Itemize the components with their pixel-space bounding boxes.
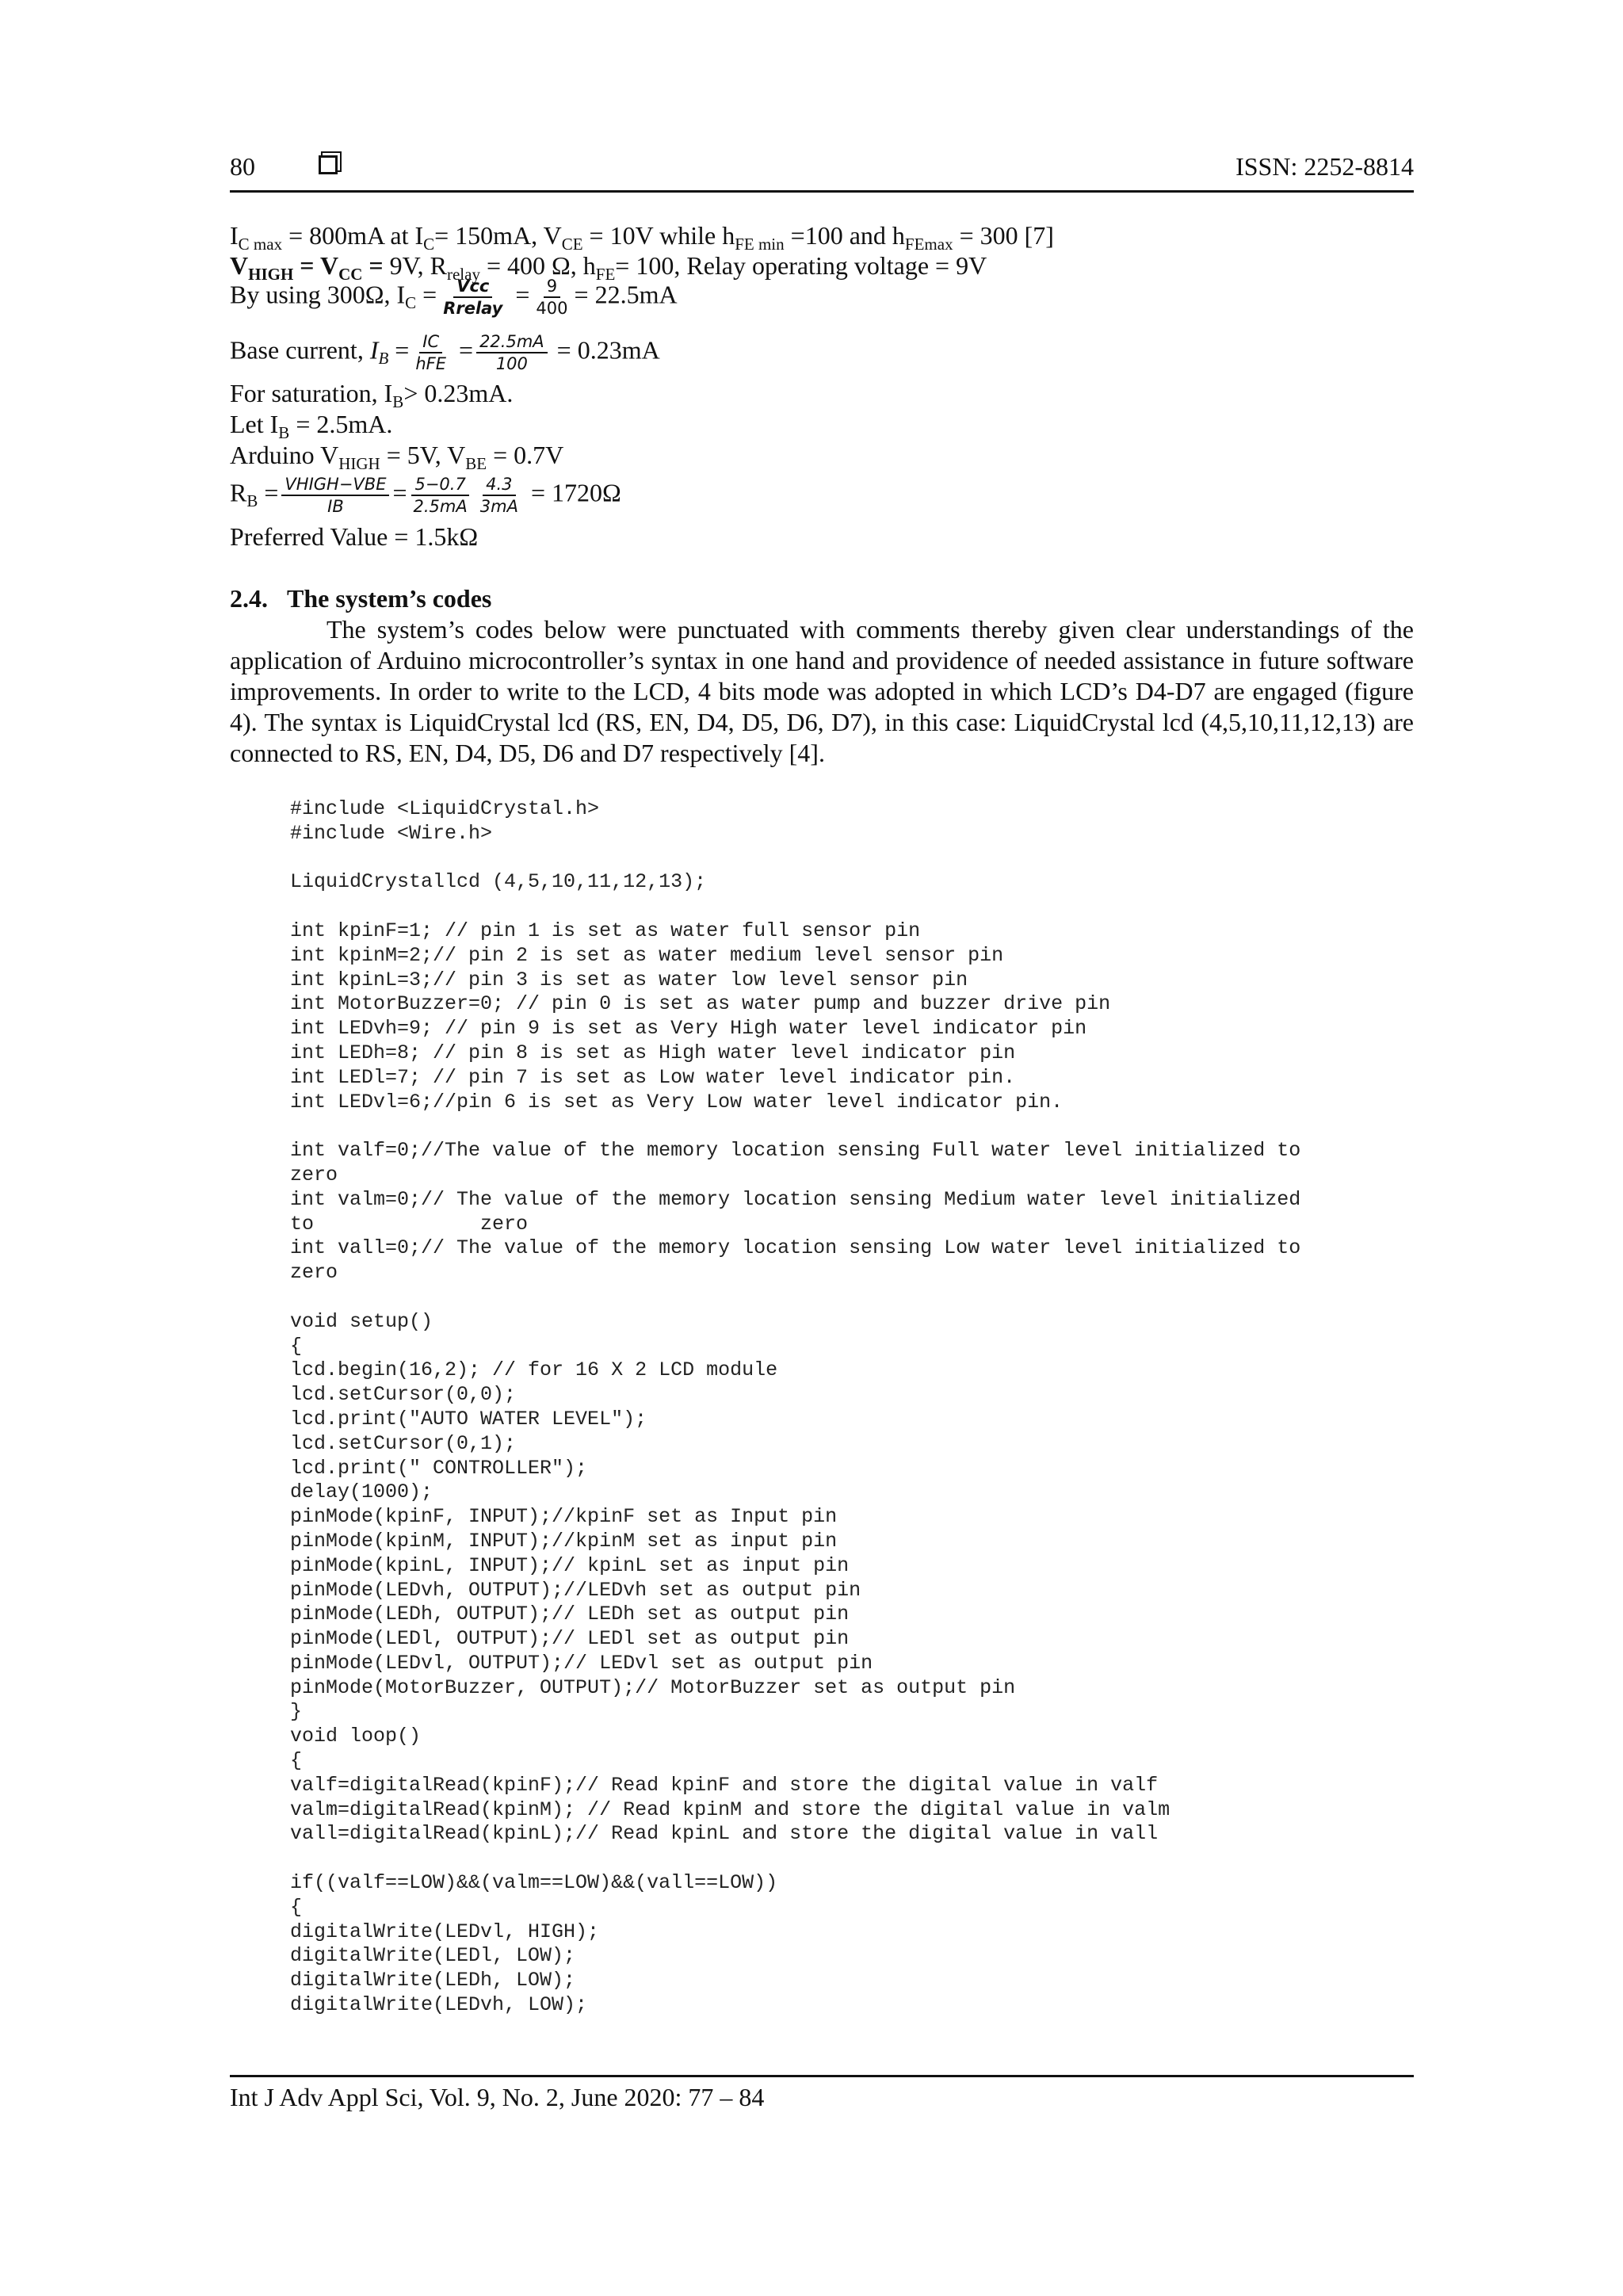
page-number: 80	[230, 152, 255, 181]
formula-line-2: $V_{HIGH} = V_{CC} = 9V$, $R_{relay} = 400$ Ω, $h_{FE}= 100$, Relay operating voltage = 9V	[230, 251, 987, 284]
code-line: {	[290, 1334, 303, 1358]
code-line: zero	[290, 1163, 338, 1186]
code-line: {	[290, 1895, 303, 1919]
footer-rule	[230, 2075, 1414, 2077]
code-line: digitalWrite(LEDvh, LOW);	[290, 1993, 588, 2017]
paragraph-text: The system’s codes below were punctuated with comments thereby given clear understandings of the application of Arduino microcontroller’s syntax in one hand and providence of needed assistance in future software improvements. In order to write to the LCD, 4 bits mode was adopted in which LCD’s D4-D7 are engaged (figure 4). The syntax is LiquidCrystal lcd (RS, EN, D4, D5, D6, D7), in this case: LiquidCrystal lcd (4,5,10,11,12,13) are connected to RS, EN, D4, D5, D6 and D7 respectively [4].	[230, 615, 1414, 767]
code-line: vall=digitalRead(kpinL);// Read kpinL and store the digital value in vall	[290, 1822, 1159, 1846]
code-line: if((valf==LOW)&&(valm==LOW)&&(vall==LOW))	[290, 1871, 778, 1895]
code-line: pinMode(LEDvh, OUTPUT);//LEDvh set as output pin	[290, 1578, 861, 1602]
code-line: pinMode(MotorBuzzer, OUTPUT);// MotorBuzzer set as output pin	[290, 1675, 1016, 1699]
code-line: void loop()	[290, 1725, 422, 1748]
code-line	[290, 1114, 1407, 1139]
code-line: int kpinL=3;// pin 3 is set as water low level sensor pin	[290, 968, 968, 991]
code-line: delay(1000);	[290, 1480, 433, 1504]
code-line: lcd.begin(16,2); // for 16 X 2 LCD module	[290, 1358, 778, 1382]
code-line: lcd.setCursor(0,0);	[290, 1383, 517, 1407]
code-line: pinMode(kpinM, INPUT);//kpinM set as input pin	[290, 1529, 838, 1553]
code-line: pinMode(kpinF, INPUT);//kpinF set as Input pin	[290, 1505, 838, 1529]
code-line: valm=digitalRead(kpinM); // Read kpinM and store the digital value in valm	[290, 1797, 1170, 1821]
code-line: }	[290, 1700, 303, 1724]
code-line: int valm=0;// The value of the memory location sensing Medium water level initialized	[290, 1187, 1301, 1211]
fraction-vcc-rrelay: $\frac{\text{Vcc}}{\text{Rrelay}}$	[443, 277, 503, 318]
code-line: int LEDh=8; // pin 8 is set as High water level indicator pin	[290, 1041, 1016, 1064]
formula-line-3: By using 300Ω, $I_C$ = $\frac{\text{Vcc}}{\text{Rrelay}}$ = $\frac{9}{400}$ = 22.5mA	[230, 277, 678, 318]
code-line: int kpinF=1; // pin 1 is set as water full sensor pin	[290, 919, 921, 942]
code-line: pinMode(LEDl, OUTPUT);// LEDl set as output pin	[290, 1627, 850, 1651]
code-line: pinMode(LEDvl, OUTPUT);// LEDvl set as output pin	[290, 1651, 873, 1675]
code-line	[290, 1286, 1407, 1310]
code-line: #include <LiquidCrystal.h>	[290, 797, 600, 820]
formula-line-1: $I_{C max} = 800mA$ at $I_C= 150mA$, $V_{CE} = 10V$ while $h_{FE min} =100$ and $h_{FEmax} = 300$ [7]	[230, 221, 1054, 254]
formula-line-4: Base current, $I_B$ = $\frac{IC}{\text{hFE}}$ = $\frac{22.5mA}{100}$ = 0.23mA	[230, 332, 660, 373]
code-line	[290, 895, 1407, 919]
page-header	[230, 151, 1414, 190]
code-line: to zero	[290, 1212, 529, 1236]
code-line: pinMode(LEDh, OUTPUT);// LEDh set as output pin	[290, 1603, 850, 1626]
code-line: #include <Wire.h>	[290, 821, 493, 845]
code-line: lcd.print(" CONTROLLER");	[290, 1456, 588, 1480]
header-rule	[230, 190, 1414, 193]
code-line: int valf=0;//The value of the memory location sensing Full water level initialized to	[290, 1139, 1301, 1163]
code-line: pinMode(kpinL, INPUT);// kpinL set as input pin	[290, 1553, 850, 1577]
formula-line-6: Let $I_B = 2.5mA$.	[230, 410, 393, 442]
formula-line-7: Arduino $V_{HIGH} = 5V$, $V_{BE} = 0.7V$	[230, 441, 564, 473]
code-line: lcd.setCursor(0,1);	[290, 1431, 517, 1455]
section-heading	[230, 584, 491, 613]
body-paragraph	[230, 614, 1414, 769]
code-line	[290, 846, 1407, 871]
code-line: int MotorBuzzer=0; // pin 0 is set as water pump and buzzer drive pin	[290, 992, 1111, 1016]
issn: ISSN: 2252-8814	[1235, 152, 1414, 181]
code-line: int kpinM=2;// pin 2 is set as water medium level sensor pin	[290, 943, 1004, 967]
code-line: digitalWrite(LEDl, LOW);	[290, 1944, 576, 1968]
code-line: lcd.print("AUTO WATER LEVEL");	[290, 1407, 647, 1431]
section-title: The system’s codes	[287, 584, 492, 613]
code-line: int LEDvl=6;//pin 6 is set as Very Low water level indicator pin.	[290, 1090, 1064, 1114]
code-line: int vall=0;// The value of the memory location sensing Low water level initialized to	[290, 1236, 1301, 1260]
code-line: void setup()	[290, 1309, 433, 1333]
fraction-9-400: $\frac{9}{400}$	[536, 277, 568, 318]
formula-line-8: $R_B$ = $\frac{\text{VHIGH−VBE}}{IB}$ = $\frac{5-0.7}{2.5mA}$ $\frac{4.3}{3mA}$ = 1720Ω	[230, 475, 621, 516]
fraction-22-5ma-100: $\frac{22.5mA}{100}$	[476, 333, 548, 372]
code-line	[290, 1847, 1407, 1871]
section-number: 2.4.	[230, 584, 268, 613]
code-listing	[290, 797, 1407, 2018]
code-line: int LEDvh=9; // pin 9 is set as Very High water level indicator pin	[290, 1017, 1087, 1041]
code-line: zero	[290, 1261, 338, 1285]
formula-line-5: For saturation, $I_B> 0.23mA$.	[230, 379, 514, 411]
code-line: digitalWrite(LEDvl, HIGH);	[290, 1920, 600, 1943]
journal-box-icon	[319, 155, 338, 174]
code-line: valf=digitalRead(kpinF);// Read kpinF and store the digital value in valf	[290, 1773, 1159, 1797]
code-line: digitalWrite(LEDh, LOW);	[290, 1969, 576, 1992]
code-line: int LEDl=7; // pin 7 is set as Low water level indicator pin.	[290, 1065, 1016, 1089]
fraction-vhigh-vbe-ib: $\frac{\text{VHIGH−VBE}}{IB}$	[281, 476, 389, 515]
footer-citation: Int J Adv Appl Sci, Vol. 9, No. 2, June 2020: 77 – 84	[230, 2083, 765, 2111]
fraction-ic-hfe: $\frac{IC}{\text{hFE}}$	[415, 332, 447, 373]
fraction-4-3-3ma: $\frac{4.3}{3mA}$	[479, 475, 518, 516]
fraction-5-0-7-2-5ma: $\frac{5-0.7}{2.5mA}$	[411, 476, 471, 515]
formula-line-9: Preferred Value = 1.5kΩ	[230, 522, 479, 551]
code-line: {	[290, 1749, 303, 1773]
code-line: LiquidCrystallcd (4,5,10,11,12,13);	[290, 870, 707, 894]
